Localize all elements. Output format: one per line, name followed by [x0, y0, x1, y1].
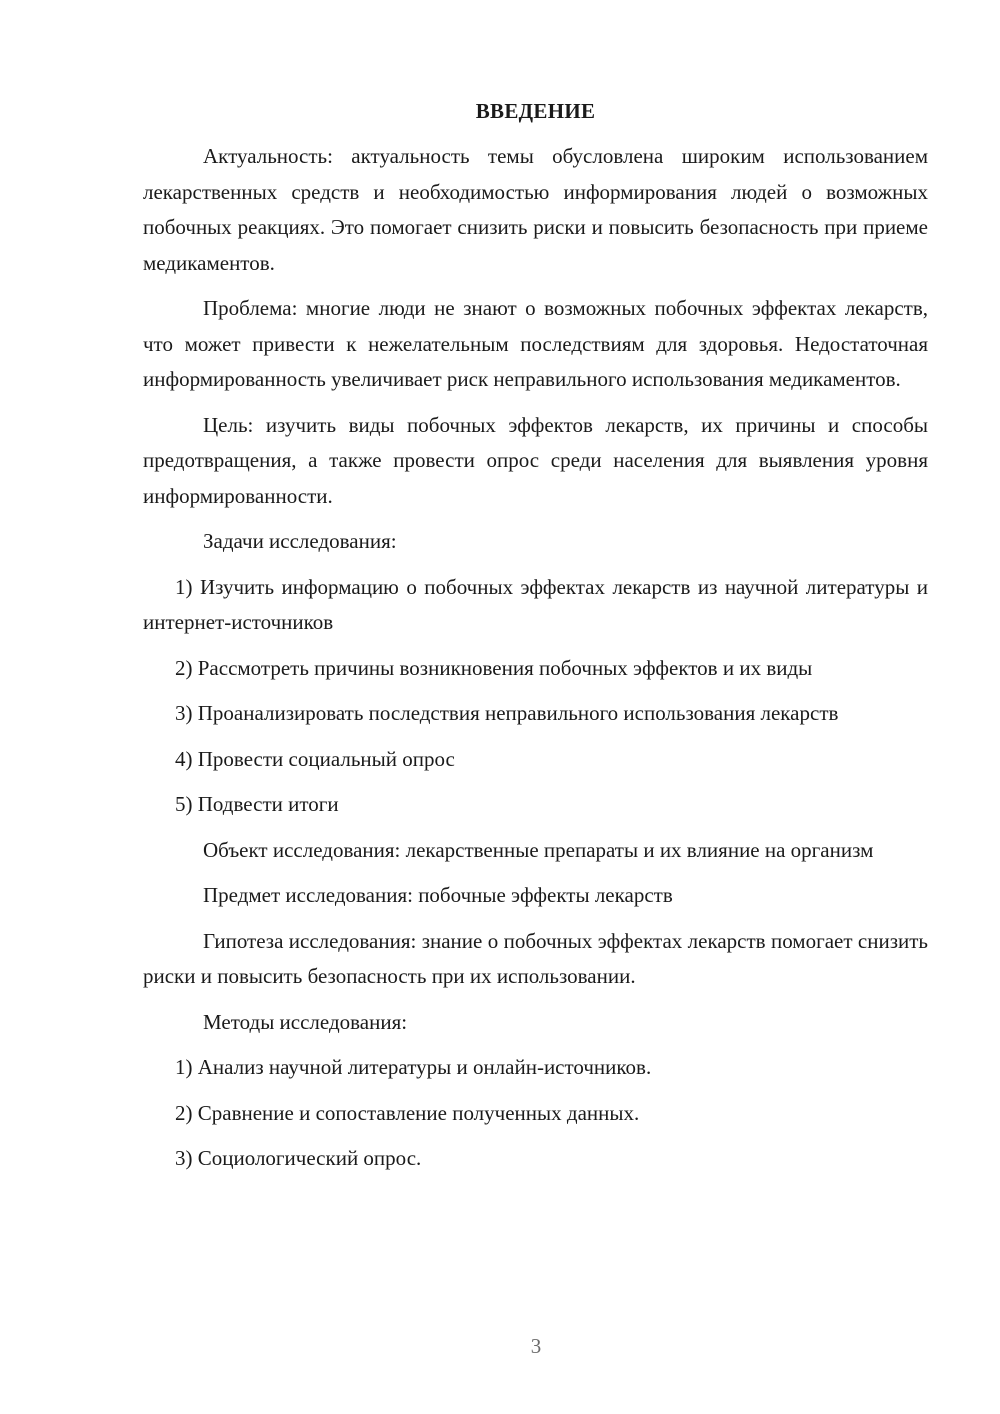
methods-heading: Методы исследования: — [203, 1009, 408, 1034]
task-item: 2) Рассмотреть причины возникновения побочных эффектов и их виды — [175, 655, 813, 680]
task-item: 4) Провести социальный опрос — [175, 746, 455, 771]
tasks-heading: Задачи исследования: — [203, 529, 397, 553]
page-number: 3 — [530, 1334, 542, 1358]
problem-paragraph: Проблема: многие люди не знают о возможных побочных эффектах лекарств, что может привести к нежелательным последствиям для здоровья. Недостаточная информированность увеличивает риск неправильного использования медикаментов. — [143, 296, 928, 391]
method-item: 3) Социологический опрос. — [175, 1146, 422, 1170]
hypothesis-paragraph: Гипотеза исследования: знание о побочных эффектах лекарств помогает снизить риски и повысить безопасность при их использовании. — [143, 928, 928, 988]
method-item: 2) Сравнение и сопоставление полученных данных. — [175, 1100, 640, 1125]
task-item: 5) Подвести итоги — [175, 792, 339, 816]
task-item: 3) Проанализировать последствия неправильного использования лекарств — [175, 701, 839, 725]
relevance-paragraph: Актуальность: актуальность темы обусловлена широким использованием лекарственных средств и необходимостью информирования людей о возможных побочных реакциях. Это помогает снизить риски и повысить безопасность при приеме медикаментов. — [143, 144, 928, 275]
object-paragraph: Объект исследования: лекарственные препараты и их влияние на организм — [203, 837, 874, 862]
section-heading: ВВЕДЕНИЕ — [475, 99, 596, 123]
task-item: 1) Изучить информацию о побочных эффектах лекарств из научной литературы и интернет-источников — [143, 574, 928, 634]
goal-paragraph: Цель: изучить виды побочных эффектов лекарств, их причины и способы предотвращения, а также провести опрос среди населения для выявления уровня информированности. — [143, 412, 928, 508]
page-content — [143, 94, 928, 1187]
subject-paragraph: Предмет исследования: побочные эффекты лекарств — [203, 883, 673, 907]
method-item: 1) Анализ научной литературы и онлайн-источников. — [175, 1055, 652, 1079]
